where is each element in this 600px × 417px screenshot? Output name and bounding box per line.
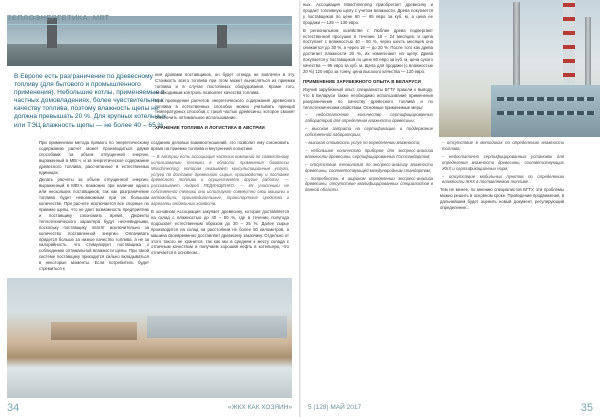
photo-window-row: [497, 111, 595, 115]
paragraph: При применении метода прямого по энергетическому содержанию расчет может производиться двумя способами: за объем отпущенной энергии, выраженный в МВт.ч, и за энергетическое содержание древесного топлива, рассчитанное в естественных единицах.: [39, 140, 149, 175]
magazine-title: «ЖКХ КАК ХОЗЯИН»: [228, 404, 292, 411]
list-item: – высокая стоимость услуг по определению влажности;: [305, 140, 421, 146]
boiler-house-photo: [439, 0, 600, 137]
paragraph: ния дровами поставщиков, он будет отнюдь не вовлечен в эту. Стоимость всего топлива при этом может вычисляться из приемки топлива и в случае постоянных оборудования. Кроме того, необходимым контроль позволяет качества топлива.: [155, 72, 295, 95]
list-item: – недостаточно сертифицированных установок для определения влажности древесины, соответствующих ЖКХ и сертификационных норм;: [442, 153, 564, 171]
photo-woodchip-pile: [51, 322, 137, 340]
article-column-4: [303, 2, 433, 387]
page-number-right: 35: [580, 401, 593, 414]
paragraph: созданию деловых взаимоотношений, это позволит ему сэкономить время на приемке топлива и внутренней логистике.: [151, 140, 289, 151]
header-photo-tower: [217, 24, 227, 48]
subheading: ПРИМЕНЕНИЕ ЗАРУБЕЖНОГО ОПЫТА В БЕЛАРУСИ: [303, 78, 421, 84]
list-item: – потребность в широком определении экспресс-анализа древесины, отсутствие квалифицированных специалистов в данной области.: [305, 175, 433, 193]
paragraph: В основном Ассоциация закупает древесину, которая доставляется на склад с влажностью до 40 – 50 %, где в течение полугода подсыхает естественным образом до 20 – 25 %. Далее сырье производится на склад на расстоянии не более 50 километров, а машина своевременно доставляет древесину заказчику. Отдельно от этого такого не хранится, так как мы в среднем к месту склада с отличным качеством и получаем хороший нефть в котельную, что отличается в основном...: [151, 208, 289, 256]
paragraph: Изучив зарубежный опыт, специалисты БГТУ пришли к выводу, что в Беларуси также необходимо использование применения разграничения по качеству древесного топлива и по теплотехническим свойствам. Основные применимые меры:: [303, 86, 433, 110]
page-number-left: 34: [7, 401, 20, 414]
list-item: – отсутствие в методиках по определению влажности топлива;: [442, 140, 564, 151]
paragraph: ных. Ассоциация Maschinenring приобретает древесину и продает топливную щепу с учетом влажности. Древа покупается у поставщиков по цене 60 — 65 евро за куб. м, а цена ее продажи — 125 — 130 евро.: [303, 2, 433, 25]
list-item: – отсутствие мобильных пунктов по определению влажности ЖКХ в поставляемом топливе.: [442, 173, 564, 185]
list-item: – недостаточное количество сертифицированных лабораторий для определения влажности древесины;: [305, 112, 433, 124]
paragraph: В региональном хозяйстве г. Люблин древа подвергают естественной просушке в течение 18 – 24 месяцев, и щепа поступает с влажностью 40 – 50 %, через шесть месяцев она снижается до 30 %, а через 18 — до 20 %. После того как древа достигает влажности 20 %, их измельчают на щепу. Древа покупается у поставщиков по цене 60 евро за куб. м, цена сухого качества — 95 евро за куб. м. Щепа для продажи (с влажностью 20 %) 120 евро за тонну, цена высокого качества — 120 евро.: [303, 27, 433, 74]
section-header: [7, 7, 292, 25]
photo-chimney-striped: [563, 0, 575, 97]
footer-right: [308, 398, 593, 417]
photo-chimney: [513, 2, 520, 97]
section-label: ТЕПЛОЭНЕРГЕТИКА. МВТ: [7, 13, 110, 22]
list-item: – высокая затрата на сертификацию и поддержание собственной лаборатории;: [305, 126, 433, 138]
woodchip-storage-photo: [7, 278, 292, 398]
article-column-5: [440, 140, 564, 385]
photo-window-row: [497, 97, 595, 101]
spread-gutter: [299, 0, 301, 417]
list-item: – отсутствие технологий по экспресс-анализу влажности древесины, соответствующей международным стандартам;: [305, 161, 433, 173]
footer-left: [7, 398, 292, 417]
list-item: – небольшое количество приборов для экспресс-анализа влажности древесины, сертифицированных Госстандартом;: [305, 147, 433, 159]
paragraph: Делать расчеты за объем отпущенной энергии, выраженный в МВт.ч, возможно при наличии одного или нескольких поставщиков, так как разграничение топлива будет невозможным при их большом количестве. При расчете исключается все спорные по приемке щепы, что не дает возможность предприятию и поставщику сэкономить время. Дефекты теплотехнического характера будут неочевидными, поскольку поставщику платят исключительно за количество поставленной энергии. Оплачивать придется больше за низкое качество топлива, а не за калорийность, что стимулирует поставщика к соблюдению оптимальной влажности щепы. При такой системе поставщику приходится сильно вкладываться в некоторые моменты. Если потребитель будет стремиться к: [39, 177, 149, 272]
issue-label: 5 (128) МАЙ 2017: [308, 404, 362, 411]
quote-paragraph: — В Австрии есть ассоциация частных компаний по совместному использованию техники в области применения биомассы Maschinenring, которая оказывает консультационные услуги, услуги по доставке древесного сырья, производству и поставке древесного топлива и осуществляет другие работы, — рассказывает Андрей ПЕДИАЩЕНКО. — Их участники не собственной техники они используют совместно свои машины и автомобили, производительные, транспортные средства и агрегаты отдельных хозяйств.: [151, 153, 289, 207]
lead-paragraph: В Европе есть разграничение по древесному топливу (для бытового и промышленного применения). Небольшие котлы, применяемые в частных домовладениях, более чувствительны к качеству топлива, поэтому влажность щепы не должна превышать 20 %. Для крупных котельных или ТЭЦ влажность щепы — не более 40 – 65 %.: [14, 73, 167, 129]
article-column-1: [39, 140, 149, 275]
article-column-2: [151, 140, 289, 275]
paragraph: Тем не менее, по мнению специалистов БГТУ, эти проблемы можно решить в основном сроке. Проведение продвижения, в дальнейшем будет оценить новый документ, регулирующий определение...: [440, 187, 564, 211]
paragraph: При проведении расчетов энергетического содержания древесного топлива в естественных способах можно учитывать принцип температурных способов с такой частью древесины, которое сможет обеспечить оптимальное использование.: [155, 97, 295, 121]
subheading: ХРАНЕНИЕ ТОПЛИВА И ЛОГИСТИКА В АВСТРИИ: [155, 125, 265, 131]
photo-storage-roof: [147, 316, 287, 338]
